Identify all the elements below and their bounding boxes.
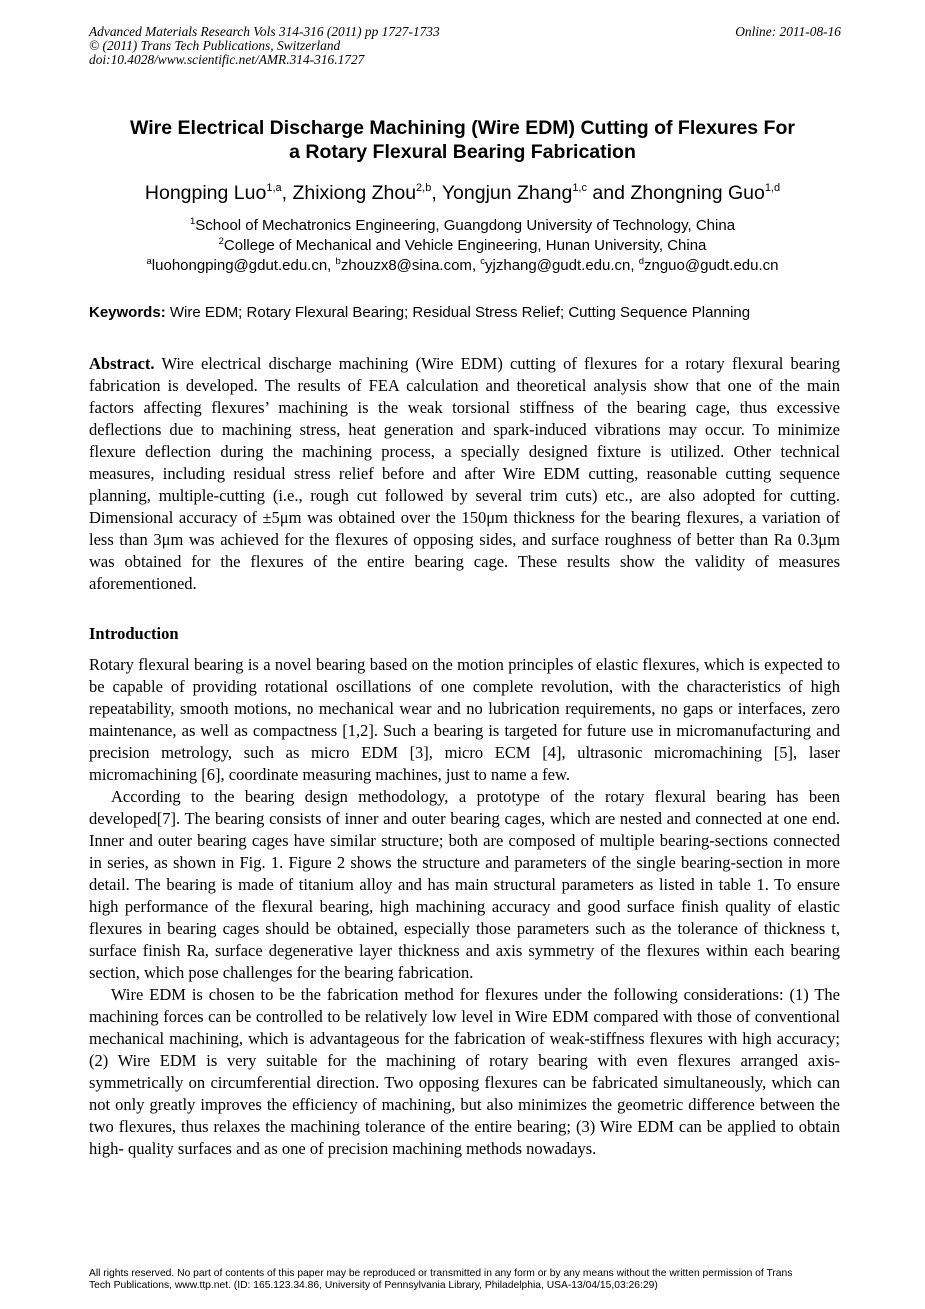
title-line-1: Wire Electrical Discharge Machining (Wire EDM) Cutting of Flexures For bbox=[130, 117, 795, 139]
keywords-text: Wire EDM; Rotary Flexural Bearing; Residual Stress Relief; Cutting Sequence Planning bbox=[165, 304, 751, 321]
author: Yongjun Zhang$^{1,c}$ bbox=[441, 182, 587, 204]
affiliation-1: $^1$School of Mechatronics Engineering, Guangdong University of Technology, China bbox=[189, 216, 736, 234]
introduction-body bbox=[89, 654, 840, 1160]
copyright-line: © (2011) Trans Tech Publications, Switzerland bbox=[89, 38, 341, 53]
email-link[interactable]: znguo@gudt.edu.cn bbox=[644, 257, 779, 274]
email-link[interactable]: zhouzx8@sina.com bbox=[340, 257, 472, 274]
footer-line-2: Tech Publications, www.ttp.net. (ID: 165.123.34.86, University of Pennsylvania Library, Philadelphia, USA-13/04/15,03:26:29) bbox=[89, 1279, 658, 1291]
online-date: Online: 2011-08-16 bbox=[735, 24, 841, 39]
abstract bbox=[89, 353, 840, 595]
email-link[interactable]: yjzhang@gudt.edu.cn bbox=[485, 257, 631, 274]
paper-title bbox=[60, 116, 865, 164]
title-line-2: a Rotary Flexural Bearing Fabrication bbox=[289, 141, 636, 163]
journal-citation: Advanced Materials Research Vols 314-316 (2011) pp 1727-1733 bbox=[89, 24, 440, 39]
doi-line: doi:10.4028/www.scientific.net/AMR.314-316.1727 bbox=[89, 52, 365, 67]
author: Hongping Luo$^{1,a}$ bbox=[144, 182, 282, 204]
author: Zhongning Guo$^{1,d}$ bbox=[630, 182, 781, 204]
paragraph: Rotary flexural bearing is a novel bearing based on the motion principles of elastic flexures, which is expected to be capable of providing rotational oscillations of one complete revolution, with the characteristics of high repeatability, smooth motions, no mechanical wear and no lubrication requirements, no gaps or interfaces, zero maintenance, as well as compactness [1,2]. Such a bearing is targeted for future use in micromanufacturing and precision metrology, such as micro EDM [3], micro ECM [4], ultrasonic micromachining [5], laser micromachining [6], coordinate measuring machines, just to name a few. bbox=[89, 655, 840, 784]
email-list: $^a$luohongping@gdut.edu.cn, $^b$zhouzx8@sina.com, $^c$yjzhang@gudt.edu.cn, $^d$znguo@gudt.edu.cn bbox=[146, 256, 779, 274]
section-heading-introduction: Introduction bbox=[89, 624, 179, 643]
journal-header bbox=[89, 25, 841, 67]
affiliation-2: $^2$College of Mechanical and Vehicle Engineering, Hunan University, China bbox=[218, 236, 707, 254]
author-list: Hongping Luo$^{1,a}$, Zhixiong Zhou$^{2,b}$, Yongjun Zhang$^{1,c}$ and Zhongning Guo$^{1,d}$ bbox=[144, 182, 781, 204]
keywords-label: Keywords: bbox=[89, 304, 166, 321]
email-link[interactable]: luohongping@gdut.edu.cn bbox=[151, 257, 328, 274]
keywords bbox=[89, 303, 849, 323]
abstract-label: Abstract. bbox=[89, 354, 155, 373]
author: Zhixiong Zhou$^{2,b}$ bbox=[292, 182, 432, 204]
rights-footer bbox=[89, 1268, 849, 1291]
paragraph: Wire EDM is chosen to be the fabrication method for flexures under the following considerations: (1) The machining forces can be controlled to be relatively low level in Wire EDM compared with those of conventional mechanical machining, which is advantageous for the fabrication of weak-stiffness flexures with high accuracy; (2) Wire EDM is very suitable for the machining of rotary bearing with even flexures arranged axis-symmetrically on circumferential direction. Two opposing flexures can be fabricated simultaneously, which can not only greatly improves the efficiency of machining, but also minimizes the geometric difference between the two flexures, thus relaxes the machining tolerance of the entire bearing; (3) Wire EDM can be applied to obtain high- quality surfaces and as one of precision machining methods nowadays. bbox=[89, 985, 840, 1158]
abstract-text: Wire electrical discharge machining (Wire EDM) cutting of flexures for a rotary flexural bearing fabrication is developed. The results of FEA calculation and theoretical analysis show that one of the main factors affecting flexures’ machining is the weak torsional stiffness of the bearing cage, thus excessive deflections due to machining stress, heat generation and spark-induced vibrations may occur. To minimize flexure deflection during the machining process, a specially designed fixture is utilized. Other technical measures, including residual stress relief before and after Wire EDM cutting, reasonable cutting sequence planning, multiple-cutting (i.e., rough cut followed by several trim cuts) etc., are also adopted for cutting. Dimensional accuracy of ±5μm was obtained over the 150μm thickness for the bearing flexures, a variation of less than 3μm was achieved for the flexures of opposing sides, and surface roughness of better than Ra 0.3μm was obtained for the flexures of the entire bearing cage. These results show the validity of measures aforementioned. bbox=[89, 354, 840, 593]
paragraph: According to the bearing design methodology, a prototype of the rotary flexural bearing has been developed[7]. The bearing consists of inner and outer bearing cages, which are nested and connected at one end. Inner and outer bearing cages have similar structure; both are composed of multiple bearing-sections connected in series, as shown in Fig. 1. Figure 2 shows the structure and parameters of the single bearing-section in more detail. The bearing is made of titanium alloy and has main structural parameters as listed in table 1. To ensure high performance of the flexural bearing, high machining accuracy and good surface finish quality of elastic flexures in bearing cages should be obtained, especially those parameters such as the tolerance of thickness t, surface finish Ra, surface degenerative layer thickness and axis symmetry of the flexures within each bearing section, which pose challenges for the bearing fabrication. bbox=[89, 787, 840, 982]
footer-line-1: All rights reserved. No part of contents of this paper may be reproduced or transmitted in any form or by any means without the written permission of Trans bbox=[89, 1268, 793, 1279]
